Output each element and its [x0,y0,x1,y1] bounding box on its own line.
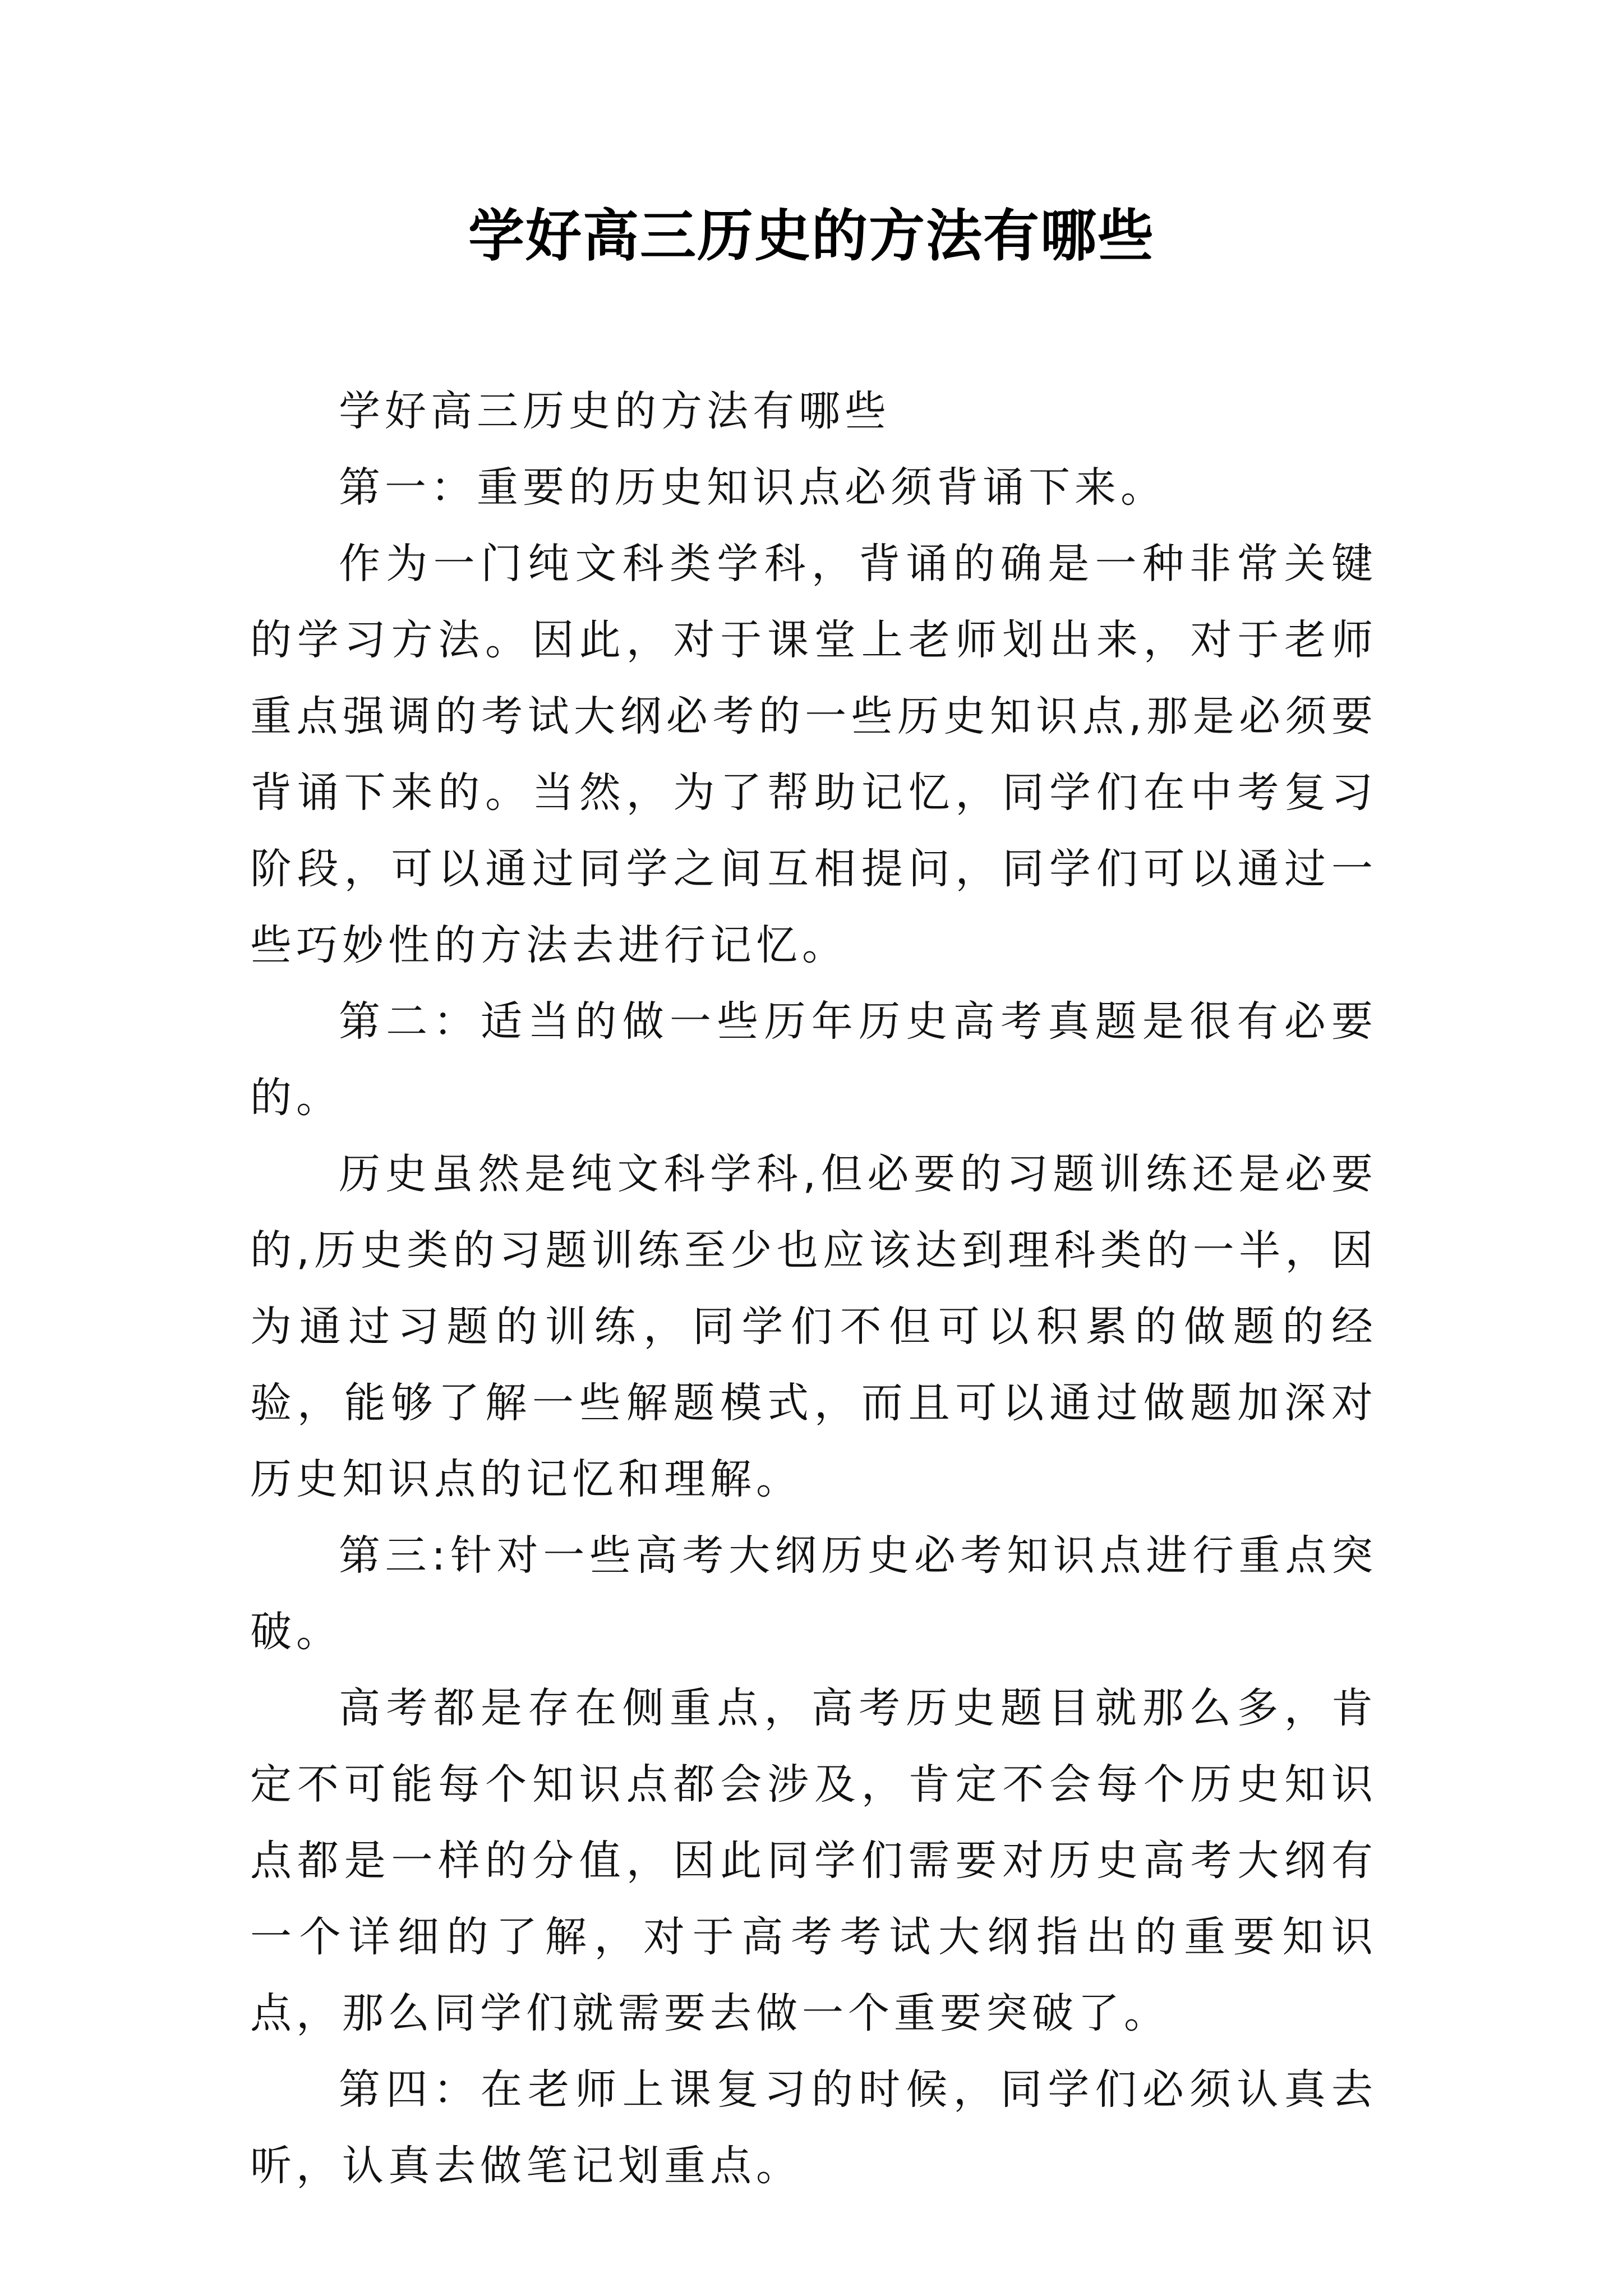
paragraph-point-three-heading: 第三:针对一些高考大纲历史必考知识点进行重点突破。 [250,1531,1377,1656]
paragraph-point-two-heading: 第二：适当的做一些历年历史高考真题是很有必要的。 [250,997,1377,1122]
paragraph-point-one-heading: 第一：重要的历史知识点必须背诵下来。 [339,463,1166,512]
paragraph-point-one-body: 作为一门纯文科类学科，背诵的确是一种非常关键的学习方法。因此，对于课堂上老师划出来，对于老师重点强调的考试大纲必考的一些历史知识点,那是必须要背诵下来的。当然，为了帮助记忆，同学们在中考复习阶段，可以通过同学之间互相提问，同学们可以通过一些巧妙性的方法去进行记忆。 [250,540,1377,969]
paragraph-point-three-body: 高考都是存在侧重点，高考历史题目就那么多，肯定不可能每个知识点都会涉及，肯定不会每个历史知识点都是一样的分值，因此同学们需要对历史高考大纲有一个详细的了解，对于高考考试大纲指出的重要知识点，那么同学们就需要去做一个重要突破了。 [250,1684,1377,2037]
paragraph-point-four: 第四：在老师上课复习的时候，同学们必须认真去听，认真去做笔记划重点。 [250,2065,1377,2190]
paragraph-subtitle: 学好高三历史的方法有哪些 [339,387,891,435]
document-body [250,373,1377,2204]
paragraph-point-two-body: 历史虽然是纯文科学科,但必要的习题训练还是必要的,历史类的习题训练至少也应该达到理科类的一半，因为通过习题的训练，同学们不但可以积累的做题的经验，能够了解一些解题模式，而且可以通过做题加深对历史知识点的记忆和理解。 [250,1150,1377,1503]
document-title: 学好高三历史的方法有哪些 [468,203,1155,269]
